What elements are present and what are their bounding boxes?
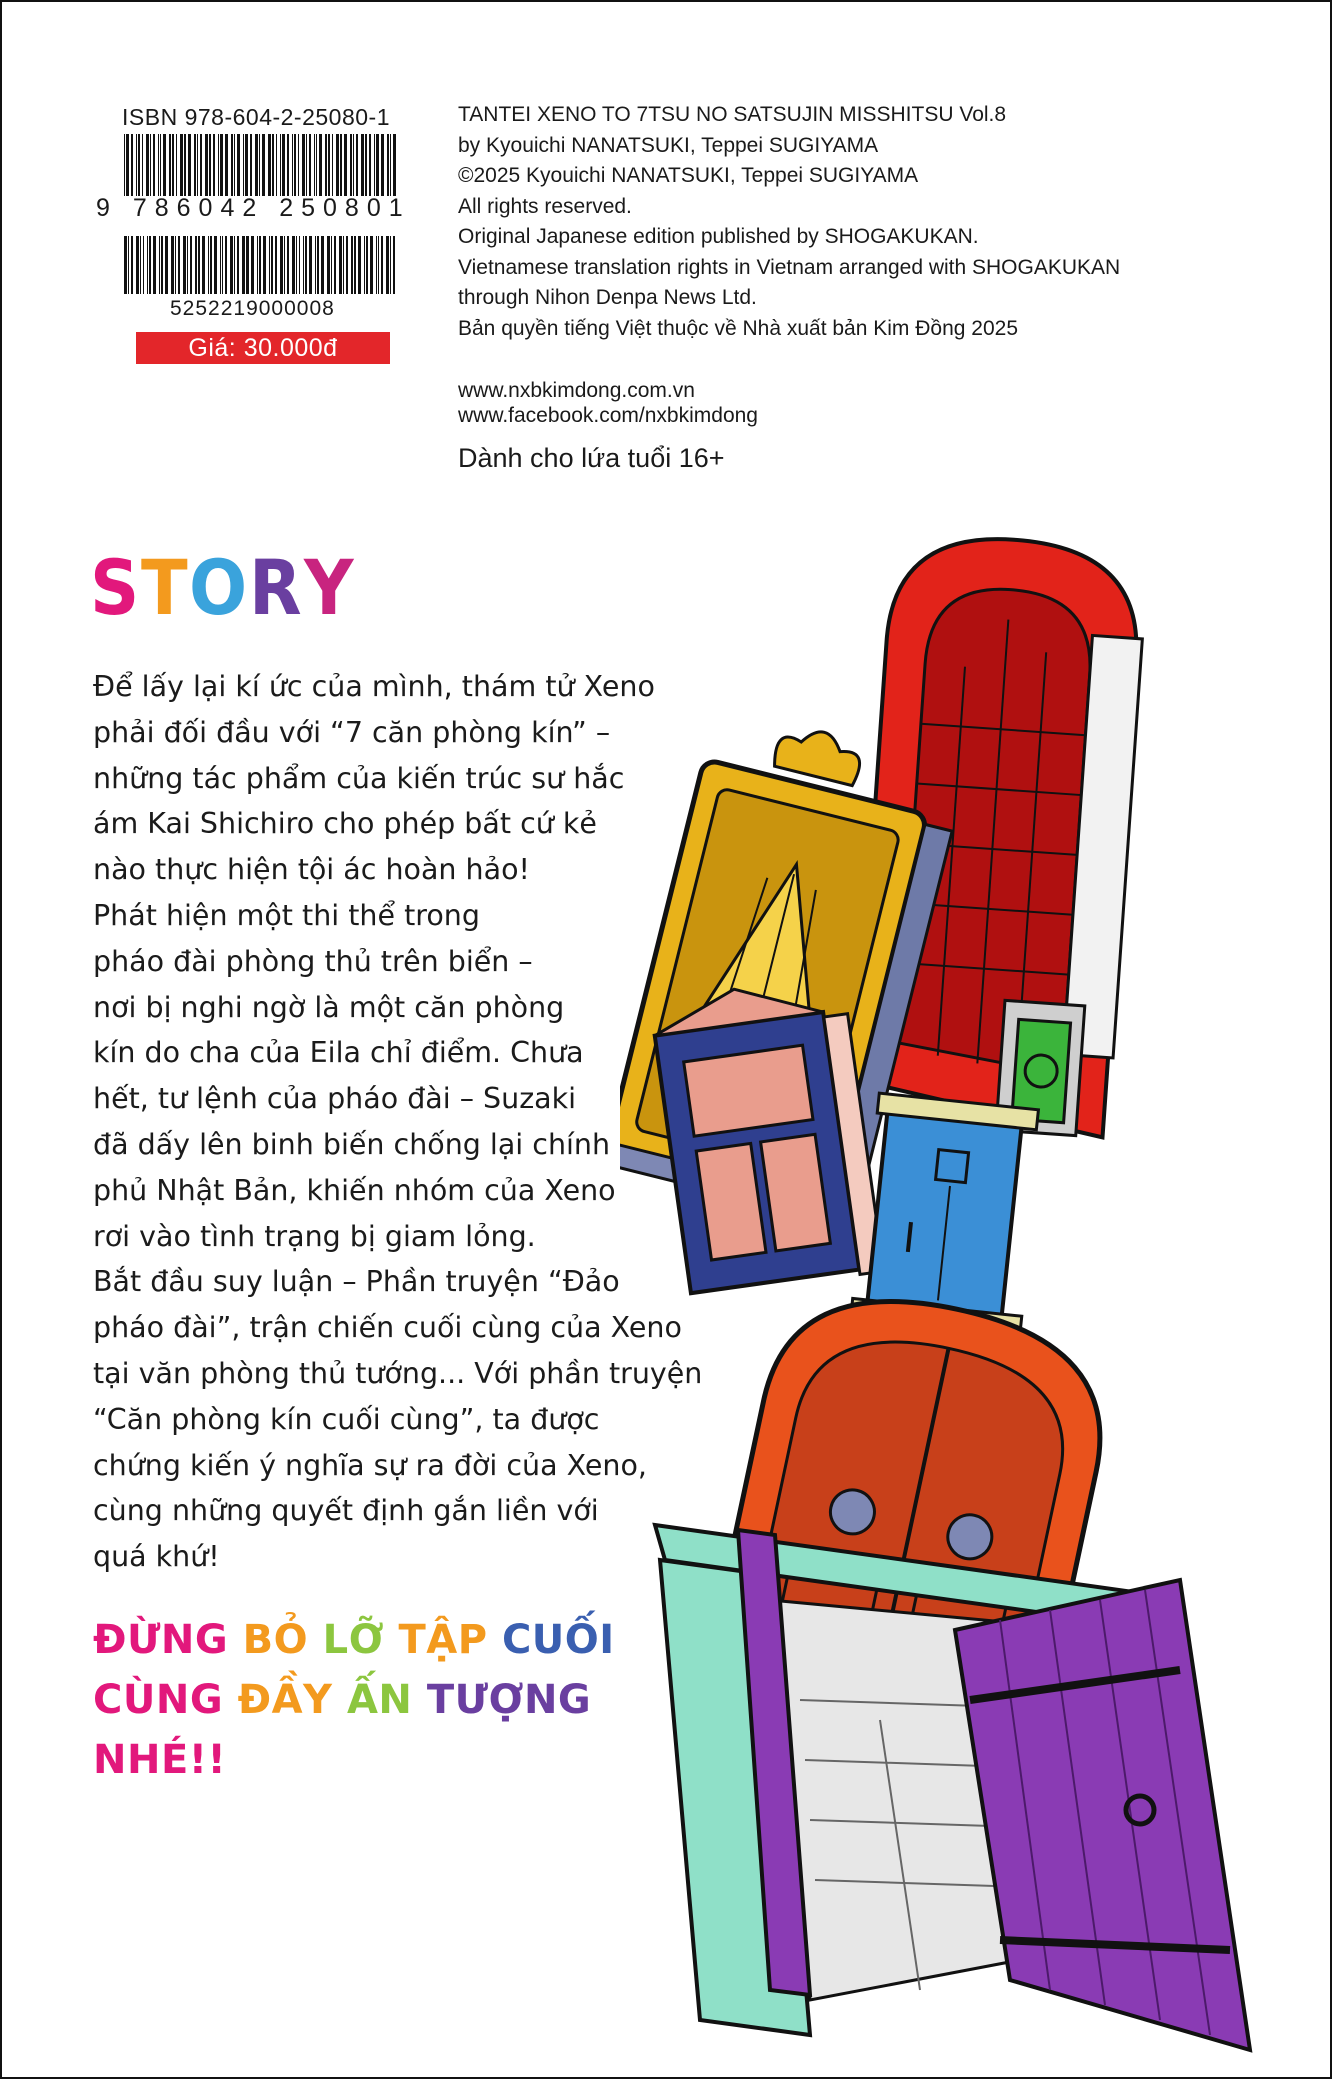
promo-line	[93, 1610, 615, 1670]
barcode-bar	[246, 236, 249, 294]
website-link: www.nxbkimdong.com.vn	[458, 379, 695, 402]
isbn-barcode-digits: 9 786042 250801	[96, 194, 411, 222]
story-letter: O	[188, 543, 249, 632]
barcode-bar	[325, 134, 327, 196]
barcode-bar	[305, 236, 307, 294]
barcode-bar	[366, 236, 368, 294]
barcode-bar	[124, 134, 125, 196]
synopsis-line: Để lấy lại kí ức của mình, thám tử Xeno	[93, 670, 655, 703]
promo-word: NHÉ!!	[93, 1737, 227, 1783]
barcode-bar	[124, 236, 127, 294]
barcode-bar	[257, 236, 258, 294]
barcode-bar	[165, 236, 168, 294]
barcode-bar	[332, 134, 333, 196]
barcode-bar	[160, 134, 161, 196]
barcode-bar	[184, 134, 186, 196]
barcode-bar	[316, 134, 317, 196]
barcode-bar	[250, 134, 252, 196]
promo-word: BỎ	[242, 1617, 323, 1663]
barcode-bar	[140, 236, 141, 294]
barcode-bar	[205, 134, 208, 196]
barcode-bar	[255, 134, 258, 196]
barcode-bar	[276, 134, 277, 196]
barcode-bar	[356, 134, 358, 196]
barcode-bar	[209, 134, 211, 196]
barcode-bar	[292, 134, 293, 196]
barcode-bar	[234, 236, 235, 294]
barcode-bar	[331, 236, 332, 294]
barcode-bar	[195, 236, 197, 294]
barcode-bar	[336, 134, 339, 196]
navy-pink-door-illustration	[650, 974, 884, 1298]
barcode-bar	[180, 134, 183, 196]
barcode-bar	[259, 134, 260, 196]
barcode-bar	[200, 134, 202, 196]
barcode-bar	[280, 236, 283, 294]
barcode-bar	[187, 236, 188, 294]
barcode-bar	[262, 134, 265, 196]
barcode-bar	[353, 134, 354, 196]
story-letter: R	[249, 543, 304, 632]
barcode-bar	[150, 134, 151, 196]
copyright-line: TANTEI XENO TO 7TSU NO SATSUJIN MISSHITSU Vol.8	[458, 103, 1007, 126]
barcode-bar	[146, 134, 149, 196]
barcode-bar	[171, 236, 174, 294]
barcode-bar	[230, 236, 233, 294]
barcode-bar	[339, 236, 342, 294]
barcode-bar	[175, 236, 176, 294]
story-letter: S	[90, 543, 142, 632]
promo-line	[93, 1670, 615, 1730]
barcode-bar	[381, 134, 384, 196]
barcode-bar	[161, 236, 163, 294]
barcode-bar	[269, 236, 270, 294]
copyright-line: ©2025 Kyouichi NANATSUKI, Teppei SUGIYAMA	[458, 164, 919, 187]
barcode-bar	[194, 134, 196, 196]
barcode-bar	[369, 134, 371, 196]
promo-word: ẤN	[346, 1677, 427, 1723]
synopsis-line: rơi vào tình trạng bị giam lỏng.	[93, 1219, 536, 1253]
barcode-bar	[298, 134, 299, 196]
barcode-bar	[296, 236, 297, 294]
barcode-bar	[294, 134, 296, 196]
barcode-bar	[222, 236, 223, 294]
barcode-bar	[143, 236, 144, 294]
barcode-bar	[263, 236, 266, 294]
barcode-bar	[128, 236, 129, 294]
synopsis-line: “Căn phòng kín cuối cùng”, ta được	[93, 1402, 600, 1436]
barcode-bar	[178, 236, 180, 294]
promo-word: ĐẦY	[237, 1677, 347, 1723]
barcode-bar	[390, 236, 391, 294]
age-rating: Dành cho lứa tuổi 16+	[458, 443, 725, 473]
synopsis-line: kín do cha của Eila chỉ điểm. Chưa	[93, 1036, 584, 1070]
barcode-bar	[280, 134, 281, 196]
story-heading	[90, 543, 356, 632]
copyright-notice	[458, 100, 1278, 344]
barcode-bar	[328, 134, 330, 196]
barcode-bar	[213, 134, 215, 196]
barcode-bar	[153, 236, 156, 294]
barcode-bar	[390, 134, 391, 196]
synopsis-line: nào thực hiện tội ác hoàn hảo!	[93, 853, 530, 887]
isbn-barcode	[122, 134, 400, 196]
secondary-barcode	[122, 236, 400, 294]
synopsis-line: phải đối đầu với “7 căn phòng kín” –	[93, 715, 611, 749]
synopsis-line: Phát hiện một thi thể trong	[93, 898, 480, 932]
barcode-bar	[147, 236, 148, 294]
doors-illustration	[620, 520, 1320, 2070]
barcode-bar	[237, 134, 240, 196]
barcode-bar	[169, 134, 171, 196]
barcode-bar	[299, 236, 300, 294]
barcode-bar	[314, 134, 315, 196]
barcode-bar	[287, 236, 289, 294]
barcode-bar	[172, 134, 174, 196]
barcode-bar	[358, 236, 361, 294]
synopsis-line: nơi bị nghi ngờ là một căn phòng	[93, 990, 565, 1024]
barcode-bar	[176, 134, 177, 196]
barcode-bar	[282, 134, 285, 196]
synopsis-line: hết, tư lệnh của pháo đài – Suzaki	[93, 1082, 577, 1116]
barcode-bar	[303, 236, 304, 294]
barcode-bar	[354, 236, 356, 294]
barcode-bar	[306, 134, 307, 196]
barcode-bar	[393, 134, 396, 196]
barcode-bar	[138, 134, 140, 196]
promo-word: CÙNG	[93, 1677, 238, 1723]
synopsis-line: tại văn phòng thủ tướng... Với phần truyện	[93, 1356, 703, 1390]
barcode-bar	[220, 236, 221, 294]
barcode-bar	[309, 236, 312, 294]
copyright-line: Original Japanese edition published by SHOGAKUKAN.	[458, 225, 979, 248]
barcode-bar	[259, 236, 261, 294]
synopsis-line: ám Kai Shichiro cho phép bất cứ kẻ	[93, 807, 597, 841]
barcode-bar	[225, 236, 227, 294]
barcode-bar	[319, 134, 322, 196]
barcode-bar	[220, 134, 223, 196]
barcode-bar	[315, 236, 316, 294]
barcode-bar	[351, 236, 353, 294]
isbn-label: ISBN 978-604-2-25080-1	[122, 104, 390, 130]
barcode-bar	[275, 236, 277, 294]
barcode-bar	[231, 134, 233, 196]
promo-line	[93, 1730, 615, 1790]
barcode-bar	[381, 236, 383, 294]
barcode-bar	[131, 236, 133, 294]
barcode-bar	[343, 236, 344, 294]
barcode-bar	[142, 134, 143, 196]
barcode-bar	[210, 236, 212, 294]
barcode-bar	[386, 236, 389, 294]
barcode-bar	[327, 236, 330, 294]
barcode-bar	[131, 134, 133, 196]
barcode-bar	[292, 236, 295, 294]
promo-word: TƯỢNG	[426, 1677, 592, 1723]
synopsis-line: đã dấy lên binh biến chống lại chính	[93, 1127, 611, 1161]
synopsis-line: chứng kiến ý nghĩa sự ra đời của Xeno,	[93, 1448, 647, 1482]
barcode-bar	[271, 236, 273, 294]
barcode-bar	[370, 236, 373, 294]
barcode-bar	[214, 236, 217, 294]
barcode-bar	[344, 134, 347, 196]
promo-word: LỠ	[322, 1617, 399, 1663]
barcode-bar	[225, 134, 228, 196]
barcode-bar	[365, 134, 367, 196]
barcode-bar	[243, 134, 244, 196]
barcode-bar	[350, 134, 352, 196]
barcode-bar	[234, 134, 235, 196]
barcode-bar	[374, 134, 375, 196]
barcode-bar	[309, 134, 311, 196]
barcode-bar	[208, 236, 209, 294]
story-synopsis	[93, 664, 702, 1580]
barcode-bar	[218, 134, 219, 196]
barcode-bar	[197, 134, 198, 196]
barcode-bar	[126, 134, 129, 196]
synopsis-line: những tác phẩm của kiến trúc sư hắc	[93, 761, 625, 795]
barcode-bar	[251, 236, 254, 294]
barcode-bar	[378, 236, 379, 294]
barcode-bar	[376, 236, 377, 294]
facebook-link: www.facebook.com/nxbkimdong	[458, 404, 758, 427]
barcode-bar	[393, 236, 395, 294]
price-tag: Giá: 30.000đ	[136, 332, 390, 364]
barcode-bar	[268, 134, 271, 196]
barcode-bar	[361, 134, 364, 196]
copyright-line: Vietnamese translation rights in Vietnam arranged with SHOGAKUKAN	[458, 255, 1121, 279]
barcode-bar	[272, 134, 274, 196]
synopsis-line: cùng những quyết định gắn liền với	[93, 1494, 599, 1528]
barcode-bar	[237, 236, 239, 294]
barcode-bar	[183, 236, 186, 294]
barcode-bar	[188, 134, 191, 196]
barcode-bar	[245, 134, 248, 196]
copyright-line: through Nihon Denpa News Ltd.	[458, 286, 757, 309]
copyright-line: All rights reserved.	[458, 194, 632, 218]
barcode-bar	[287, 134, 289, 196]
barcode-bar	[284, 236, 285, 294]
synopsis-line: pháo đài”, trận chiến cuối cùng của Xeno	[93, 1311, 682, 1345]
barcode-bar	[334, 236, 336, 294]
barcode-bar	[242, 236, 245, 294]
barcode-bar	[159, 236, 160, 294]
promo-word: ĐỪNG	[93, 1617, 243, 1663]
barcode-bar	[190, 236, 192, 294]
story-letter: Y	[303, 543, 356, 632]
barcode-bar	[317, 236, 319, 294]
copyright-line: by Kyouichi NANATSUKI, Teppei SUGIYAMA	[458, 133, 879, 157]
barcode-bar	[153, 134, 155, 196]
copyright-line: Bản quyền tiếng Việt thuộc về Nhà xuất bản Kim Đồng 2025	[458, 316, 1018, 340]
barcode-bar	[136, 134, 137, 196]
synopsis-line: quá khứ!	[93, 1540, 220, 1574]
publisher-links	[458, 378, 758, 428]
barcode-bar	[302, 134, 305, 196]
story-letter: T	[140, 543, 190, 632]
barcode-bar	[163, 134, 166, 196]
barcode-bar	[340, 134, 342, 196]
barcode-bar	[346, 236, 348, 294]
barcode-bar	[321, 236, 324, 294]
barcode-bar	[202, 236, 205, 294]
synopsis-line: phủ Nhật Bản, khiến nhóm của Xeno	[93, 1173, 616, 1207]
synopsis-line: pháo đài phòng thủ trên biển –	[93, 944, 533, 978]
barcode-bar	[364, 236, 365, 294]
barcode-bar	[387, 134, 389, 196]
barcode-bar	[158, 134, 159, 196]
promo-word: TẬP	[398, 1617, 502, 1663]
barcode-bar	[198, 236, 200, 294]
promo-tagline	[93, 1610, 615, 1790]
barcode-bar	[149, 236, 151, 294]
promo-word: CUỐI	[501, 1617, 615, 1663]
secondary-barcode-digits: 5252219000008	[170, 297, 335, 320]
barcode-bar	[136, 236, 139, 294]
barcode-bar	[376, 134, 379, 196]
synopsis-line: Bắt đầu suy luận – Phần truyện “Đảo	[93, 1265, 620, 1299]
